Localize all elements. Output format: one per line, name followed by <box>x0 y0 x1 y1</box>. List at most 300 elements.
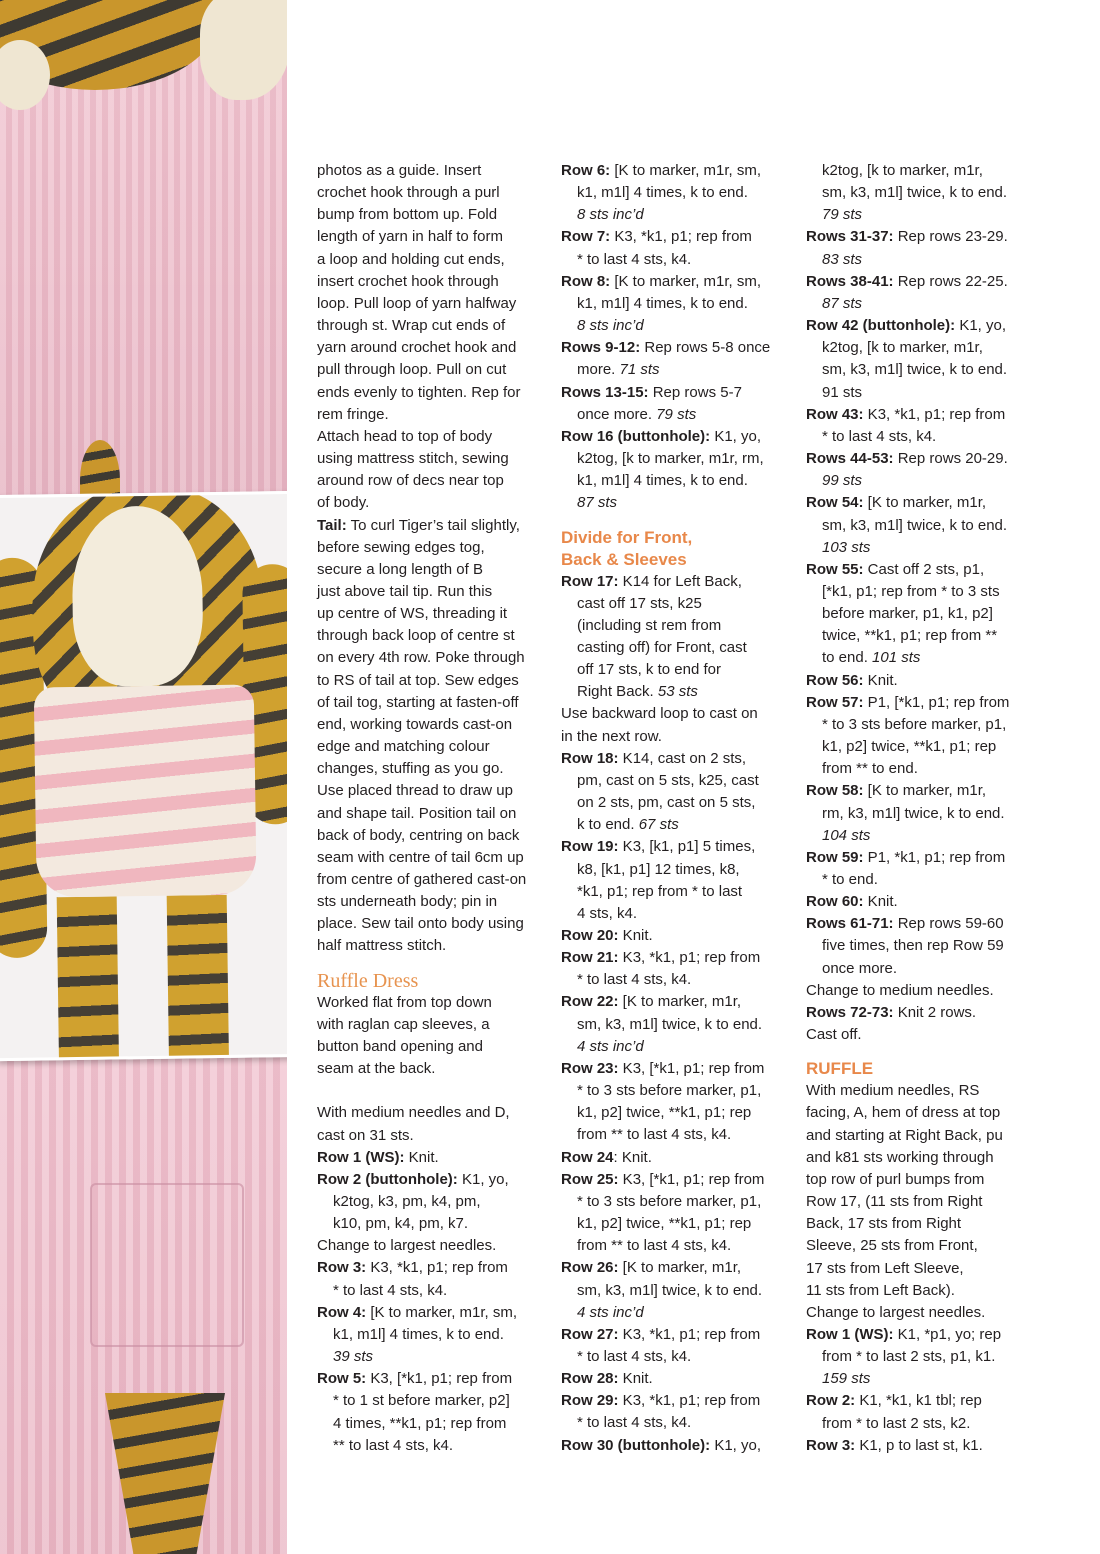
row-instruction <box>806 692 1034 781</box>
text-run: [K to marker, m1r, <box>618 993 742 1011</box>
row-instruction <box>806 847 1034 891</box>
text-line <box>806 492 1034 514</box>
text-column-1 <box>317 160 545 1457</box>
text-run: Rep rows 59-60 <box>893 915 1004 933</box>
text-line <box>561 426 789 448</box>
row-label: Row 57: <box>806 693 864 711</box>
row-instruction <box>806 1324 1034 1390</box>
text-run: [K to marker, m1r, <box>863 494 987 512</box>
text-line: With medium needles and D, <box>317 1104 510 1122</box>
text-line <box>561 271 789 293</box>
row-label: Row 27: <box>561 1325 619 1343</box>
text-run: [K to marker, m1r, sm, <box>610 162 762 179</box>
row-instruction <box>561 925 789 947</box>
text-line <box>561 814 789 836</box>
row-instruction <box>561 1147 789 1169</box>
text-line: twice, **k1, p1; rep from ** <box>822 627 998 645</box>
text-run: Rep rows 22-25. <box>893 272 1008 290</box>
row-label: Row 5: <box>317 1370 367 1388</box>
row-label: Row 28: <box>561 1370 619 1388</box>
text-line: half mattress stitch. <box>317 937 447 955</box>
text-line: using mattress stitch, sewing <box>317 450 509 468</box>
text-run: K1, p to last st, k1. <box>855 1436 983 1454</box>
text-run: K1, yo, <box>955 317 1007 335</box>
stitch-count: 71 sts <box>619 361 660 379</box>
text-line: button band opening and <box>317 1037 483 1055</box>
row-instruction <box>806 492 1034 558</box>
text-run: Rep rows 5-7 <box>648 383 742 401</box>
text-line: yarn around crochet hook and <box>317 339 517 357</box>
text-run: Knit. <box>863 671 898 689</box>
text-line: * to last 4 sts, k4. <box>333 1281 448 1299</box>
text-line: Attach head to top of body <box>317 427 493 445</box>
text-line: [*k1, p1; rep from * to 3 sts <box>822 582 1000 600</box>
row-instruction <box>317 1257 545 1301</box>
text-run: Knit. <box>863 893 898 911</box>
row-instruction <box>561 1368 789 1390</box>
text-line: on 2 sts, pm, cast on 5 sts, <box>577 794 756 812</box>
row-label: Row 1 (WS): <box>806 1325 894 1343</box>
tiger-ear-fur <box>200 0 287 100</box>
text-line <box>317 1257 545 1279</box>
text-line: 17 sts from Left Sleeve, <box>806 1259 964 1277</box>
row-label: Row 2: <box>806 1392 856 1410</box>
text-run: K3, [*k1, p1; rep from <box>366 1370 513 1388</box>
text-run: K3, [*k1, p1; rep from <box>618 1170 765 1188</box>
text-run: to end. <box>822 649 873 667</box>
text-line: * to last 4 sts, k4. <box>577 1414 692 1432</box>
row-label: Row 54: <box>806 494 864 512</box>
text-line: * to last 4 sts, k4. <box>822 427 937 445</box>
text-line <box>561 836 789 858</box>
text-line: through st. Wrap cut ends of <box>317 317 506 335</box>
text-line <box>806 315 1034 337</box>
text-line: just above tail tip. Run this <box>317 582 493 600</box>
text-column-2 <box>561 160 789 1457</box>
row-instruction <box>806 226 1034 270</box>
text-line <box>806 692 1034 714</box>
text-line: five times, then rep Row 59 <box>822 937 1004 955</box>
photo-tiger-shorts <box>0 491 287 1061</box>
text-line: 4 times, **k1, p1; rep from <box>333 1414 507 1432</box>
row-label: Row 60: <box>806 893 864 911</box>
text-run: K3, *k1, p1; rep from <box>610 228 752 246</box>
text-run: Rep rows 5-8 once <box>640 339 771 357</box>
stitch-count: 83 sts <box>822 250 863 268</box>
text-line: of tail tog, starting at fasten-off <box>317 693 519 711</box>
row-label: Row 16 (buttonhole): <box>561 427 711 445</box>
text-line <box>561 571 789 593</box>
row-instruction <box>317 1368 545 1457</box>
text-line: on every 4th row. Poke through <box>317 649 525 667</box>
stitch-count: 8 sts inc’d <box>577 206 644 224</box>
text-line: from ** to end. <box>822 760 918 778</box>
text-run: [K to marker, m1r, <box>863 782 987 800</box>
text-line: length of yarn in half to form <box>317 228 503 246</box>
row-label: Row 20: <box>561 927 619 944</box>
text-line: from centre of gathered cast-on <box>317 871 527 888</box>
text-run: Knit. <box>404 1148 439 1166</box>
row-instruction <box>806 1002 1034 1024</box>
row-instruction <box>561 160 789 226</box>
row-label: Row 29: <box>561 1392 619 1410</box>
text-run: To curl Tiger’s tail slightly, <box>350 516 520 534</box>
text-line: Use backward loop to cast on <box>561 705 758 723</box>
text-run: K3, *k1, p1; rep from <box>618 1325 761 1343</box>
attach-head-instructions <box>317 426 545 515</box>
row-label: Row 8: <box>561 272 611 290</box>
text-line: rm, k3, m1l] twice, k to end. <box>822 804 1005 822</box>
text-line: changes, stuffing as you go. <box>317 760 504 778</box>
row-instruction <box>806 891 1034 913</box>
text-line: k2tog, [k to marker, m1r, rm, <box>577 450 764 468</box>
text-line: cast off 17 sts, k25 <box>577 594 702 612</box>
text-line <box>561 226 789 248</box>
text-line <box>806 448 1034 470</box>
row-label: Row 1 (WS): <box>317 1148 405 1166</box>
text-run: : Knit. <box>613 1148 652 1166</box>
text-line: * to last 4 sts, k4. <box>577 1347 692 1365</box>
text-line: before marker, p1, k1, p2] <box>822 605 993 623</box>
stitch-count: 39 sts <box>333 1348 374 1366</box>
text-run: [K to marker, m1r, sm, <box>366 1303 518 1321</box>
divide-heading <box>561 527 789 571</box>
text-line: edge and matching colour <box>317 738 490 756</box>
text-line <box>806 404 1034 426</box>
text-line: crochet hook through a purl <box>317 184 500 202</box>
text-line: seam at the back. <box>317 1060 436 1078</box>
text-run: Rep rows 23-29. <box>893 228 1008 246</box>
text-run: K3, *k1, p1; rep from <box>618 1392 761 1410</box>
text-line: 11 sts from Left Back). <box>806 1281 955 1299</box>
text-line: from * to last 2 sts, p1, k1. <box>822 1348 996 1366</box>
text-line: *k1, p1; rep from * to last <box>577 882 743 900</box>
text-line: 4 sts, k4. <box>577 904 638 922</box>
tail-instructions <box>317 515 545 958</box>
text-line: pm, cast on 5 sts, k25, cast <box>577 771 759 789</box>
photo-strip <box>0 0 287 1554</box>
text-line: a loop and holding cut ends, <box>317 250 505 268</box>
text-line <box>317 1368 545 1390</box>
text-line: With medium needles, RS <box>806 1082 980 1100</box>
ruffle-heading: RUFFLE <box>806 1059 874 1079</box>
text-line <box>561 160 789 182</box>
spacer <box>317 1080 545 1102</box>
row-label: Row 22: <box>561 993 619 1011</box>
row-instruction <box>561 382 789 426</box>
text-line: k10, pm, k4, pm, k7. <box>333 1215 469 1233</box>
text-line: and shape tail. Position tail on <box>317 804 517 822</box>
row-label: Row 30 (buttonhole): <box>561 1436 711 1454</box>
row-label: Row 26: <box>561 1259 619 1277</box>
text-line: k8, [k1, p1] 12 times, k8, <box>577 860 740 878</box>
fringe-instructions <box>317 160 545 426</box>
text-line <box>317 1302 545 1324</box>
row-label: Row 55: <box>806 560 864 578</box>
text-line: rem fringe. <box>317 405 389 423</box>
text-line <box>561 991 789 1013</box>
stitch-count: 104 sts <box>822 826 871 844</box>
text-line: k1, m1l] 4 times, k to end. <box>333 1325 504 1343</box>
row-instruction <box>561 1257 789 1323</box>
row-label: Rows 31-37: <box>806 228 894 246</box>
row-instruction <box>561 947 789 991</box>
text-line: seam with centre of tail 6cm up <box>317 848 524 866</box>
text-run: K1, *k1, k1 tbl; rep <box>855 1392 982 1410</box>
text-line <box>561 382 789 404</box>
text-line: k2tog, [k to marker, m1r, <box>822 339 983 357</box>
text-line <box>561 359 789 381</box>
text-run: Rep rows 20-29. <box>893 450 1008 468</box>
text-line: 91 sts <box>822 383 863 401</box>
row-instruction <box>561 991 789 1057</box>
text-line: from ** to last 4 sts, k4. <box>577 1237 732 1255</box>
row-label: Row 42 (buttonhole): <box>806 317 956 335</box>
text-line: Row 17, (11 sts from Right <box>806 1193 983 1211</box>
ruffle-instructions <box>806 1080 1034 1324</box>
text-line <box>806 780 1034 802</box>
text-line: back of body, centring on back <box>317 826 520 844</box>
text-line: sm, k3, m1l] twice, k to end. <box>822 361 1008 379</box>
stitch-count: 79 sts <box>656 405 697 423</box>
text-line: place. Sew tail onto body using <box>317 915 524 933</box>
text-line: once more. <box>822 959 898 977</box>
row-label: Row 3: <box>806 1436 856 1454</box>
stitch-count: 79 sts <box>822 206 863 224</box>
row-label: Row 3: <box>317 1259 367 1277</box>
text-line: * to 1 st before marker, p2] <box>333 1392 510 1410</box>
row-instruction <box>561 426 789 515</box>
text-run: K14 for Left Back, <box>618 572 742 590</box>
text-line: from * to last 2 sts, k2. <box>822 1414 971 1432</box>
text-line: k2tog, [k to marker, m1r, <box>822 162 983 179</box>
text-line: Change to largest needles. <box>317 1237 497 1255</box>
text-line <box>561 681 789 703</box>
text-line: end, working towards cast-on <box>317 715 513 733</box>
text-line: * to 3 sts before marker, p1, <box>822 715 1007 733</box>
row-instruction <box>561 1324 789 1368</box>
row-instruction <box>806 271 1034 315</box>
stitch-count: 101 sts <box>872 649 921 667</box>
photo-dress-front <box>0 1053 287 1554</box>
text-line: off 17 sts, k to end for <box>577 661 721 679</box>
text-line: secure a long length of B <box>317 560 483 578</box>
text-line <box>561 1324 789 1346</box>
text-run: P1, [*k1, p1; rep from <box>863 693 1010 711</box>
text-line <box>561 1169 789 1191</box>
text-run: Knit 2 rows. <box>893 1003 977 1021</box>
text-line <box>317 1169 545 1191</box>
row-label: Row 43: <box>806 405 864 423</box>
text-run: P1, *k1, p1; rep from <box>863 848 1006 866</box>
row-instruction <box>806 448 1034 492</box>
dress-pocket-image <box>90 1183 244 1347</box>
photo-tiger-dress-back <box>0 0 287 500</box>
row-instruction <box>561 271 789 337</box>
text-line: around row of decs near top <box>317 472 504 490</box>
text-line <box>561 1257 789 1279</box>
heading-line: Divide for Front, <box>561 527 693 547</box>
text-line: top row of purl bumps from <box>806 1170 985 1188</box>
text-run: [K to marker, m1r, <box>618 1259 742 1277</box>
text-line: k1, p2] twice, **k1, p1; rep <box>577 1104 752 1122</box>
text-line: of body. <box>317 494 370 512</box>
text-line: and starting at Right Back, pu <box>806 1126 1003 1144</box>
row-instruction <box>561 1058 789 1147</box>
text-line: from ** to last 4 sts, k4. <box>577 1126 732 1144</box>
text-line <box>561 1058 789 1080</box>
row-instruction <box>561 337 789 381</box>
text-line: * to end. <box>822 871 878 888</box>
text-run: Knit. <box>618 927 653 944</box>
text-run: Cast off 2 sts, p1, <box>863 560 985 578</box>
row-instruction <box>561 748 789 837</box>
text-line: Use placed thread to draw up <box>317 782 513 800</box>
text-line: Back, 17 sts from Right <box>806 1215 962 1233</box>
text-line: * to 3 sts before marker, p1, <box>577 1082 762 1100</box>
stitch-count: 99 sts <box>822 472 863 490</box>
text-run: K3, *k1, p1; rep from <box>618 949 761 967</box>
text-run: K14, cast on 2 sts, <box>618 749 747 767</box>
text-line: cast on 31 sts. <box>317 1126 414 1144</box>
text-line <box>561 404 789 426</box>
text-line: and k81 sts working through <box>806 1148 994 1166</box>
text-run: K3, [k1, p1] 5 times, <box>618 838 756 856</box>
text-line: * to last 4 sts, k4. <box>577 971 692 989</box>
stitch-count: 87 sts <box>577 494 618 512</box>
text-line: Cast off. <box>806 1026 862 1044</box>
text-line <box>317 515 545 537</box>
row-label: Row 18: <box>561 749 619 767</box>
text-line <box>561 748 789 770</box>
text-line: sts underneath body; pin in <box>317 893 498 911</box>
text-line: casting off) for Front, cast <box>577 638 747 656</box>
stitch-count: 87 sts <box>822 294 863 312</box>
row-instruction <box>806 913 1034 979</box>
text-line: photos as a guide. Insert <box>317 162 482 179</box>
text-line: * to last 4 sts, k4. <box>577 250 692 268</box>
row-instruction <box>317 1302 545 1368</box>
text-line <box>806 226 1034 248</box>
text-line: before sewing edges tog, <box>317 538 485 556</box>
row-label: Row 59: <box>806 848 864 866</box>
text-line <box>806 647 1034 669</box>
text-line: (including st rem from <box>577 616 722 634</box>
text-line: sm, k3, m1l] twice, k to end. <box>577 1015 763 1033</box>
tiger-leg-right <box>167 895 229 1061</box>
heading-line: Back & Sleeves <box>561 549 687 569</box>
row-instruction <box>561 1435 789 1457</box>
row-instruction <box>806 670 1034 692</box>
text-line <box>561 337 789 359</box>
row-label: Row 17: <box>561 572 619 590</box>
text-line: * to 3 sts before marker, p1, <box>577 1192 762 1210</box>
text-line: insert crochet hook through <box>317 272 499 290</box>
ruffle-dress-heading: Ruffle Dress <box>317 969 419 992</box>
text-line: Change to largest needles. <box>806 1303 986 1321</box>
text-line <box>806 913 1034 935</box>
stitch-count: 53 sts <box>657 683 698 701</box>
row-instruction <box>561 1169 789 1258</box>
text-run: K3, [*k1, p1; rep from <box>618 1059 765 1077</box>
row-label: Row 19: <box>561 838 619 856</box>
row-label: Row 56: <box>806 671 864 689</box>
text-line <box>561 1390 789 1412</box>
stitch-count: 4 sts inc’d <box>577 1303 644 1321</box>
text-run: K1, yo, <box>710 427 762 445</box>
row-label: Row 23: <box>561 1059 619 1077</box>
striped-shorts-image <box>34 685 257 898</box>
text-line: k1, p2] twice, **k1, p1; rep <box>822 738 997 756</box>
row-instruction <box>561 571 789 704</box>
text-line: pull through loop. Pull on cut <box>317 361 507 379</box>
text-run: K1, yo, <box>457 1170 509 1188</box>
row-label: Rows 9-12: <box>561 339 641 357</box>
stitch-count: 159 sts <box>822 1370 871 1388</box>
text-run: K1, *p1, yo; rep <box>893 1325 1002 1343</box>
row-label: Row 24 <box>561 1148 614 1166</box>
row-label: Row 2 (buttonhole): <box>317 1170 458 1188</box>
text-line: Sleeve, 25 sts from Front, <box>806 1237 978 1255</box>
row-instruction <box>806 315 1034 404</box>
row-label: Rows 61-71: <box>806 915 894 933</box>
text-line <box>806 271 1034 293</box>
text-line: ** to last 4 sts, k4. <box>333 1436 454 1454</box>
ruffle-dress-intro <box>317 992 545 1081</box>
text-line: ends evenly to tighten. Rep for <box>317 383 521 401</box>
row-label: Row 4: <box>317 1303 367 1321</box>
row-instruction <box>806 160 1034 226</box>
text-line: to RS of tail at top. Sew edges <box>317 671 519 689</box>
text-line: k1, m1l] 4 times, k to end. <box>577 472 748 490</box>
text-run: Knit. <box>618 1370 653 1388</box>
row-label: Row 25: <box>561 1170 619 1188</box>
text-line: k2tog, k3, pm, k4, pm, <box>333 1193 481 1211</box>
text-line: through back loop of centre st <box>317 627 515 645</box>
row-instruction <box>317 1147 545 1169</box>
text-run: k to end. <box>577 816 639 834</box>
text-line: sm, k3, m1l] twice, k to end. <box>822 184 1008 202</box>
text-line: facing, A, hem of dress at top <box>806 1104 1001 1122</box>
stitch-count: 103 sts <box>822 538 871 556</box>
text-line: in the next row. <box>561 727 662 745</box>
text-column-3 <box>806 160 1034 1457</box>
text-line <box>806 1390 1034 1412</box>
text-line: loop. Pull loop of yarn halfway <box>317 294 517 312</box>
text-line <box>561 947 789 969</box>
text-line: Worked flat from top down <box>317 993 492 1011</box>
text-line: k1, p2] twice, **k1, p1; rep <box>577 1215 752 1233</box>
row-label: Row 21: <box>561 949 619 967</box>
row-label: Rows 38-41: <box>806 272 894 290</box>
row-instruction <box>806 780 1034 846</box>
text-line: up centre of WS, threading it <box>317 605 508 623</box>
text-line: k1, m1l] 4 times, k to end. <box>577 294 748 312</box>
row-label: Rows 72-73: <box>806 1003 894 1021</box>
row-instruction <box>561 226 789 270</box>
tiger-leg-left <box>57 896 119 1061</box>
text-line: sm, k3, m1l] twice, k to end. <box>822 516 1008 534</box>
row-label: Row 58: <box>806 782 864 800</box>
row-label: Rows 44-53: <box>806 450 894 468</box>
stitch-count: 8 sts inc’d <box>577 317 644 335</box>
text-line: Change to medium needles. <box>806 981 994 999</box>
tail-label: Tail: <box>317 516 347 534</box>
row-instruction <box>561 836 789 925</box>
text-line: bump from bottom up. Fold <box>317 206 498 224</box>
row-label: Rows 13-15: <box>561 383 649 401</box>
row-instruction <box>561 1390 789 1434</box>
